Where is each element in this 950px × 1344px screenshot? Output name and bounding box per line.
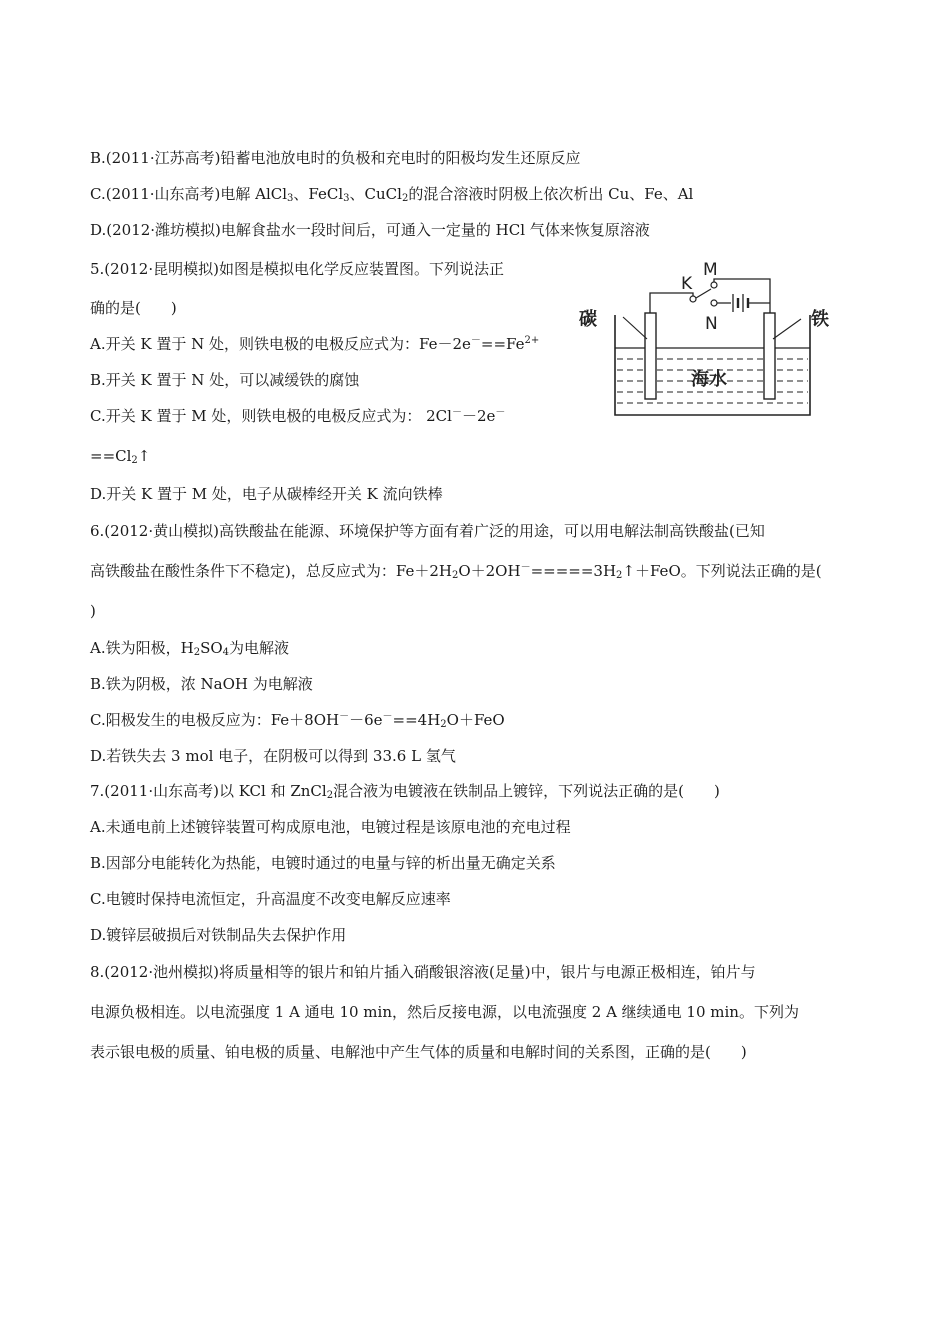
label-m: M [703,260,718,280]
carbon-leader [623,317,647,339]
q6-option-c: C.阳极发生的电极反应为：$Fe+8OH^--6e^-==4H_2O+FeO$ [90,711,505,730]
switch-n-terminal [711,300,717,306]
q7-option-a: A.未通电前上述镀锌装置可构成原电池，电镀过程是该原电池的充电过程 [90,818,571,836]
q6-stem-close: ) [90,602,96,620]
switch-k-terminal [690,296,696,302]
q5-stem-cont: 确的是( ) [90,299,177,317]
label-seawater: 海水 [691,369,727,390]
carbon-electrode [645,313,656,399]
q5-option-b: B.开关 K 置于 N 处，可以减缓铁的腐蚀 [90,371,360,389]
q4-option-d: D.(2012·潍坊模拟)电解食盐水一段时间后，可通入一定量的 HCl 气体来恢复原溶液 [90,221,650,239]
q6-option-a: A.铁为阳极，$H_2SO_4$为电解液 [90,639,290,658]
q8-stem-end: 表示银电极的质量、铂电极的质量、电解池中产生气体的质量和电解时间的关系图，正确的是( ) [90,1043,747,1061]
q6-option-d: D.若铁失去 3 mol 电子，在阴极可以得到 33.6 L 氢气 [90,747,456,765]
label-carbon: 碳 [579,309,597,330]
left-wire [650,293,693,313]
iron-leader [773,319,801,339]
q6-stem: 6.(2012·黄山模拟)高铁酸盐在能源、环境保护等方面有着广泛的用途，可以用电解法制高铁酸盐(已知 [90,522,765,540]
q6-stem-cont: 高铁酸盐在酸性条件下不稳定)，总反应式为：$Fe+2H_2O+2OH^-=====3H_2↑+FeO$。下列说法正确的是( [90,562,822,581]
q7-option-c: C.电镀时保持电流恒定，升高温度不改变电解反应速率 [90,890,451,908]
label-k: K [681,274,693,294]
q8-stem: 8.(2012·池州模拟)将质量相等的银片和铂片插入硝酸银溶液(足量)中，银片与电源正极相连，铂片与 [90,963,756,981]
switch-m-terminal [711,282,717,288]
q4-option-c: C.(2011·山东高考)电解 AlCl$_3$、FeCl$_3$、CuCl$_2$的混合溶液时阴极上依次析出 Cu、Fe、Al [90,185,694,204]
q5-option-c-cont: $==Cl_2↑$ [90,447,151,466]
q7-option-b: B.因部分电能转化为热能，电镀时通过的电量与锌的析出量无确定关系 [90,854,556,872]
label-n: N [705,314,718,334]
q7-stem: 7.(2011·山东高考)以 KCl 和 ZnCl$_2$混合液为电镀液在铁制品上镀锌，下列说法正确的是( ) [90,782,720,801]
q5-option-a: A.开关 K 置于 N 处，则铁电极的电极反应式为：$Fe-2e^-==Fe^{2+}$ [90,335,540,353]
q4-option-b: B.(2011·江苏高考)铅蓄电池放电时的负极和充电时的阳极均发生还原反应 [90,149,581,167]
q5-stem: 5.(2012·昆明模拟)如图是模拟电化学反应装置图。下列说法正 [90,260,504,278]
q8-stem-cont: 电源负极相连。以电流强度 1 A 通电 10 min，然后反接电源，以电流强度 2 A 继续通电 10 min。下列为 [90,1003,799,1021]
battery [733,294,748,312]
right-wire [714,279,770,313]
q7-option-d: D.镀锌层破损后对铁制品失去保护作用 [90,926,347,944]
electrolysis-diagram [575,255,845,430]
label-iron: 铁 [811,309,829,330]
q5-option-c: C.开关 K 置于 M 处，则铁电极的电极反应式为： 2Cl－－2e－ [90,407,506,425]
q6-option-b: B.铁为阴极，浓 NaOH 为电解液 [90,675,313,693]
switch-k-blade [696,289,711,298]
iron-electrode [764,313,775,399]
q5-option-d: D.开关 K 置于 M 处，电子从碳棒经开关 K 流向铁棒 [90,485,443,503]
